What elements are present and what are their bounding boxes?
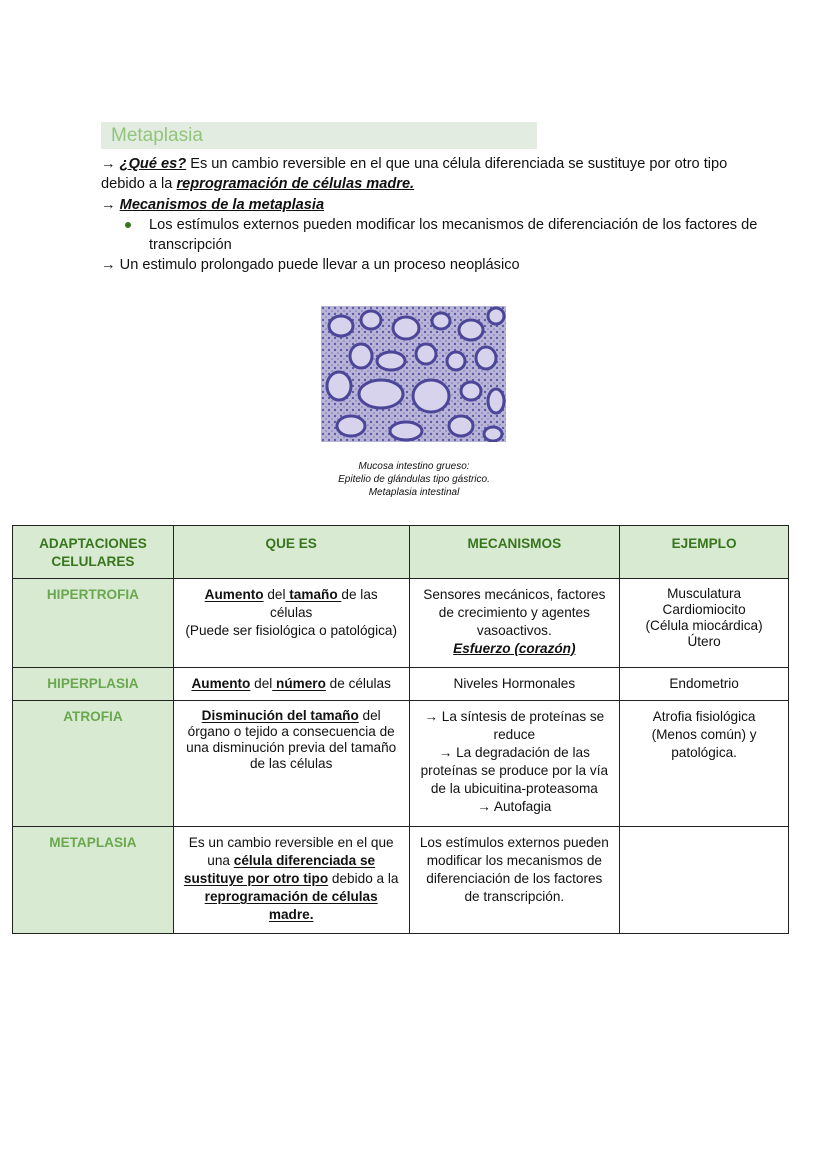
mecanismos-cell: [409, 579, 620, 668]
ejemplo-cell: Endometrio: [620, 668, 789, 701]
text: Cardiomiocito: [662, 602, 746, 617]
row-label: HIPERPLASIA: [13, 668, 174, 701]
caption-line: Mucosa intestino grueso:: [358, 461, 470, 472]
mucosa-micrograph: [321, 306, 506, 442]
bullet-text: Los estímulos externos pueden modificar los mecanismos de diferenciación de los factores de transcripción: [149, 216, 758, 254]
ejemplo-cell: Atrofia fisiológica (Menos común) y patológica.: [620, 701, 789, 827]
bold-text: número: [272, 676, 326, 691]
que-es-cell: [173, 701, 409, 827]
image-caption: [264, 460, 564, 499]
row-label: HIPERTROFIA: [13, 579, 174, 668]
table-row: [13, 668, 789, 701]
text: → La degradación de las proteínas se produce por la vía de la ubicuitina-proteasoma: [420, 745, 609, 796]
bullet-item: [101, 215, 761, 256]
text: Musculatura: [667, 586, 742, 601]
table-header-row: [13, 526, 789, 579]
mecanismos-cell: [409, 701, 620, 827]
text: → La síntesis de proteínas se reduce: [424, 709, 605, 742]
bold-text: Disminución del tamaño: [201, 708, 359, 723]
header-mecanismos: MECANISMOS: [409, 526, 620, 579]
header-adaptaciones: ADAPTACIONES CELULARES: [13, 526, 174, 579]
mecanismos-cell: Los estímulos externos pueden modificar los mecanismos de diferenciación de los factores de transcripción.: [409, 827, 620, 934]
mechanisms-heading: [101, 195, 761, 215]
neoplasia-note: → Un estimulo prolongado puede llevar a un proceso neoplásico: [101, 257, 520, 274]
caption-line: Metaplasia intestinal: [368, 487, 460, 498]
table-row: [13, 827, 789, 934]
emphasis-text: Esfuerzo (corazón): [453, 641, 576, 656]
que-es-cell: [173, 827, 409, 934]
que-es-cell: [173, 579, 409, 668]
que-es-cell: [173, 668, 409, 701]
text: de células: [325, 676, 391, 691]
header-ejemplo: EJEMPLO: [620, 526, 789, 579]
body-text: [101, 154, 761, 276]
arrow: →: [101, 156, 120, 172]
bold-text: célula diferenciada se sustituye por otro tipo: [183, 853, 376, 886]
bold-text: Aumento: [191, 676, 251, 691]
emphasis-text: reprogramación de células madre.: [176, 176, 415, 193]
text: Útero: [687, 634, 721, 649]
text: del: [250, 676, 273, 691]
row-label: METAPLASIA: [13, 827, 174, 934]
arrow: →: [101, 196, 120, 213]
table-row: [13, 579, 789, 668]
text: → Autofagia: [477, 799, 552, 814]
text: del órgano o tejido a consecuencia de una disminución previa del tamaño de las células: [186, 708, 397, 771]
mechanisms-title: Mecanismos de la metaplasia: [119, 196, 325, 213]
mecanismos-cell: Niveles Hormonales: [409, 668, 620, 701]
definition-text: Es un cambio reversible en el que una célula diferenciada se sustituye por otro tipo debido a la: [101, 156, 728, 193]
text: Sensores mecánicos, factores de crecimiento y agentes vasoactivos.: [423, 587, 606, 638]
text: de las células: [270, 587, 378, 620]
bold-text: Aumento: [204, 587, 264, 602]
question-label: ¿Qué es?: [119, 156, 187, 172]
bold-text: tamaño: [285, 587, 342, 602]
bold-text: reprogramación de células madre.: [204, 889, 378, 922]
ejemplo-cell: [620, 827, 789, 934]
ejemplo-cell: [620, 579, 789, 668]
row-label: ATROFIA: [13, 701, 174, 827]
text: (Puede ser fisiológica o patológica): [185, 623, 397, 638]
table-row: [13, 701, 789, 827]
caption-line: Epitelio de glándulas tipo gástrico.: [338, 474, 490, 485]
section-heading: Metaplasia: [101, 122, 537, 149]
text: debido a la: [328, 871, 399, 886]
adaptations-table: [12, 525, 789, 934]
histology-image: [321, 306, 506, 442]
text: (Célula miocárdica): [645, 618, 763, 633]
definition-paragraph: [101, 154, 761, 195]
text: Es un cambio reversible en el que una: [188, 835, 394, 868]
bullet-icon: [125, 222, 131, 228]
header-que-es: QUE ES: [173, 526, 409, 579]
text: del: [263, 587, 286, 602]
